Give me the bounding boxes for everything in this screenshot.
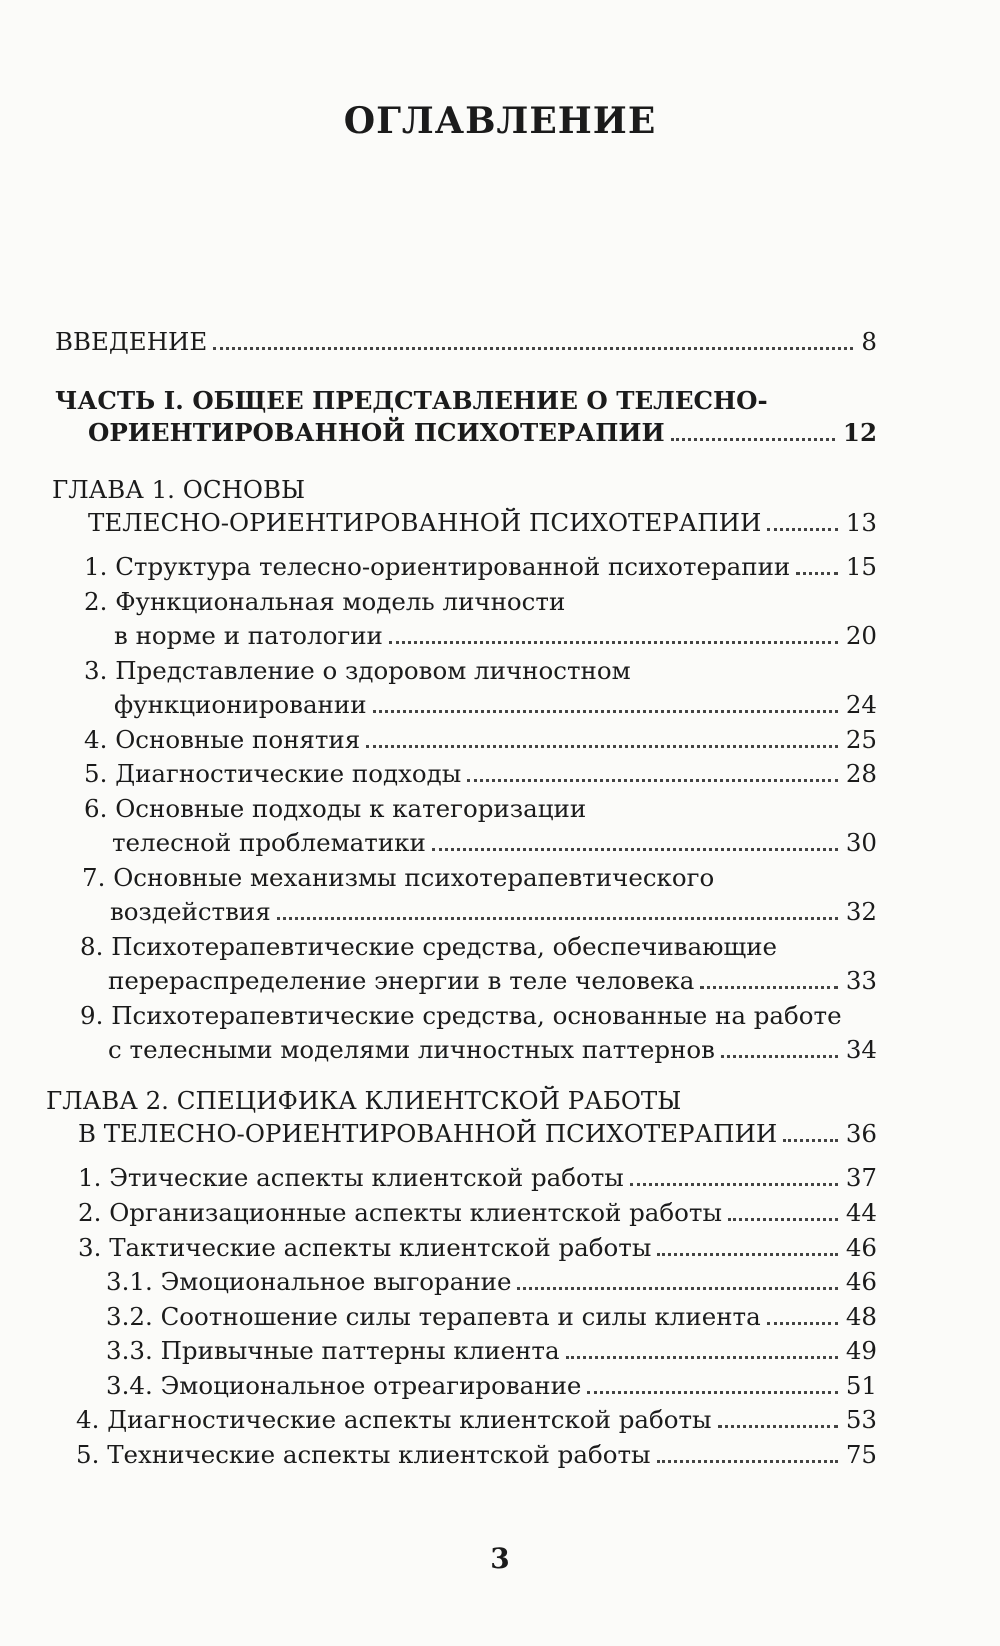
toc-entry-label: Структура телесно-ориентированной психотерапии [115,552,791,581]
dot-leader [389,641,838,644]
toc-entry-ch2-sec5 [76,1440,877,1469]
section-number: 4. [84,725,108,754]
toc-entry-label: Функциональная модель личности [115,587,566,616]
toc-page-number: 51 [845,1371,877,1400]
ch1-sec7-line1 [82,863,715,892]
toc-page-number: 20 [845,621,877,650]
dot-leader [467,779,838,782]
page-title: ОГЛАВЛЕНИЕ [343,100,657,142]
toc-entry-label: Психотерапевтические средства, обеспечивающие [111,932,778,961]
toc-entry-ch2-sec3-2 [106,1302,877,1331]
toc-page-number: 48 [845,1302,877,1331]
toc-entry-label: Привычные паттерны клиента [160,1336,560,1365]
chapter2-heading-line1: ГЛАВА 2. СПЕЦИФИКА КЛИЕНТСКОЙ РАБОТЫ [46,1086,682,1115]
toc-page-number: 46 [845,1267,877,1296]
toc-entry-ch1-sec3 [114,690,877,719]
toc-page-number: 53 [845,1405,877,1434]
section-number: 2. [84,587,108,616]
toc-entry-label: с телесными моделями личностных паттернов [108,1035,715,1064]
dot-leader [700,986,837,989]
ch1-sec6-line1 [84,794,587,823]
toc-entry-label: Основные понятия [115,725,361,754]
toc-page-number: 36 [845,1119,877,1148]
dot-leader [718,1425,838,1428]
dot-leader [657,1253,837,1256]
section-number: 3.2. [106,1302,153,1331]
section-number: 4. [76,1405,100,1434]
toc-entry-label: Эмоциональное отреагирование [160,1371,582,1400]
dot-leader [517,1287,837,1290]
toc-entry-label: Соотношение силы терапевта и силы клиента [160,1302,761,1331]
toc-page-number: 8 [861,327,877,356]
toc-page-number: 32 [845,897,877,926]
dot-leader [671,438,835,441]
section-number: 5. [84,759,108,788]
toc-entry-ch2-sec2 [78,1198,877,1227]
toc-page-number: 46 [845,1233,877,1262]
toc-entry-label: Технические аспекты клиентской работы [107,1440,651,1469]
toc-entry-ch2-sec3-4 [106,1371,877,1400]
toc-entry-label: Представление о здоровом личностном [115,656,631,685]
part1-heading-line1: ЧАСТЬ I. ОБЩЕЕ ПРЕДСТАВЛЕНИЕ О ТЕЛЕСНО- [55,386,768,415]
toc-entry-label: Диагностические аспекты клиентской работы [107,1405,712,1434]
toc-entry-label: ВВЕДЕНИЕ [55,327,208,356]
toc-page-number: 24 [845,690,877,719]
section-number: 3.3. [106,1336,153,1365]
toc-page-number: 13 [845,508,877,537]
toc-entry-ch1-sec5 [84,759,877,788]
toc-entry-part1 [88,418,877,447]
toc-entry-ch1-sec9 [108,1035,877,1064]
toc-entry-label: ТЕЛЕСНО-ОРИЕНТИРОВАННОЙ ПСИХОТЕРАПИИ [88,508,762,537]
toc-entry-chapter1 [88,508,877,537]
section-number: 7. [82,863,106,892]
dot-leader [373,710,838,713]
toc-page-number: 30 [845,828,877,857]
ch1-sec2-line1 [84,587,566,616]
dot-leader [657,1460,838,1463]
toc-entry-label: Организационные аспекты клиентской работы [109,1198,722,1227]
toc-entry-ch1-sec8 [108,966,877,995]
dot-leader [767,1322,838,1325]
toc-page-number: 28 [845,759,877,788]
toc-entry-label: функционировании [114,690,367,719]
dot-leader [587,1391,837,1394]
toc-entry-intro [55,327,877,356]
page-number: 3 [490,1542,510,1575]
toc-entry-label: Тактические аспекты клиентской работы [109,1233,652,1262]
toc-page-number: 37 [845,1163,877,1192]
toc-entry-ch2-sec3 [78,1233,877,1262]
toc-entry-label: Основные механизмы психотерапевтического [113,863,715,892]
dot-leader [728,1218,838,1221]
toc-entry-ch2-sec1 [78,1163,877,1192]
toc-entry-label: Психотерапевтические средства, основанные на работе [111,1001,842,1030]
dot-leader [796,572,838,575]
toc-page-number: 75 [845,1440,877,1469]
ch1-sec8-line1 [80,932,778,961]
dot-leader [721,1055,838,1058]
toc-entry-ch1-sec2 [114,621,877,650]
toc-entry-chapter2 [78,1119,877,1148]
section-number: 1. [84,552,108,581]
toc-entry-ch1-sec4 [84,725,877,754]
section-number: 5. [76,1440,100,1469]
toc-entry-label: Эмоциональное выгорание [160,1267,512,1296]
chapter1-heading-line1: ГЛАВА 1. ОСНОВЫ [52,475,306,504]
toc-page-number: 33 [845,966,877,995]
toc-entry-label: В ТЕЛЕСНО-ОРИЕНТИРОВАННОЙ ПСИХОТЕРАПИИ [78,1119,778,1148]
section-number: 3.4. [106,1371,153,1400]
dot-leader [630,1183,838,1186]
toc-page-number: 25 [845,725,877,754]
dot-leader [277,917,838,920]
toc-entry-ch1-sec7 [110,897,877,926]
section-number: 6. [84,794,108,823]
toc-entry-label: телесной проблематики [112,828,426,857]
toc-page-number: 44 [845,1198,877,1227]
dot-leader [783,1139,838,1142]
section-number: 9. [80,1001,104,1030]
toc-entry-ch1-sec6 [112,828,877,857]
ch1-sec3-line1 [84,656,631,685]
dot-leader [432,848,838,851]
toc-page-number: 12 [842,418,877,447]
section-number: 1. [78,1163,102,1192]
section-number: 8. [80,932,104,961]
section-number: 3. [84,656,108,685]
section-number: 2. [78,1198,102,1227]
toc-page-number: 49 [845,1336,877,1365]
toc-entry-ch2-sec3-3 [106,1336,877,1365]
dot-leader [767,528,837,531]
toc-page-number: 34 [845,1035,877,1064]
toc-entry-label: Этические аспекты клиентской работы [109,1163,624,1192]
toc-entry-label: ОРИЕНТИРОВАННОЙ ПСИХОТЕРАПИИ [88,418,665,447]
toc-entry-label: Основные подходы к категоризации [115,794,587,823]
dot-leader [366,745,838,748]
section-number: 3. [78,1233,102,1262]
toc-entry-label: воздействия [110,897,271,926]
ch1-sec9-line1 [80,1001,842,1030]
toc-entry-ch2-sec3-1 [106,1267,877,1296]
toc-entry-label: перераспределение энергии в теле человека [108,966,695,995]
dot-leader [566,1356,838,1359]
dot-leader [213,347,853,350]
toc-entry-label: в норме и патологии [114,621,383,650]
toc-entry-ch2-sec4 [76,1405,877,1434]
toc-page-number: 15 [845,552,877,581]
toc-entry-label: Диагностические подходы [115,759,462,788]
toc-entry-ch1-sec1 [84,552,877,581]
section-number: 3.1. [106,1267,153,1296]
